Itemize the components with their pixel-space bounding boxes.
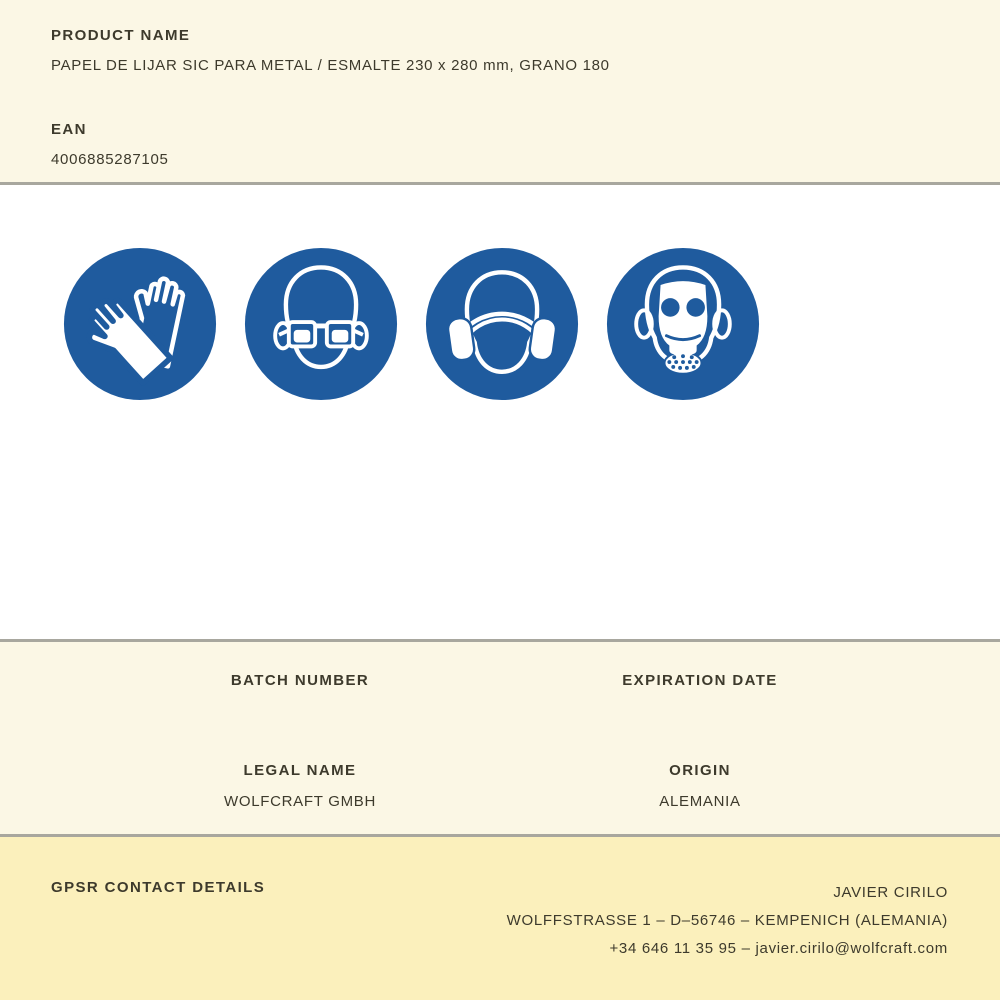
safety-icons-row xyxy=(62,246,1000,402)
product-header-section xyxy=(0,0,1000,185)
product-name-label: PRODUCT NAME xyxy=(51,27,191,44)
info-grid-row-1 xyxy=(100,672,900,689)
contact-address: WOLFFSTRASSE 1 – D–56746 – KEMPENICH (ALEMANIA) xyxy=(506,912,948,929)
ean-value: 4006885287105 xyxy=(51,151,169,168)
gpsr-contact-section xyxy=(0,837,1000,1000)
ean-block xyxy=(51,121,950,168)
safety-icons-section xyxy=(0,185,1000,642)
batch-number-label: BATCH NUMBER xyxy=(230,672,370,689)
legal-name-label: LEGAL NAME xyxy=(243,762,357,779)
legal-name-value: WOLFCRAFT GMBH xyxy=(223,793,377,810)
traceability-section xyxy=(0,642,1000,837)
origin-value: ALEMANIA xyxy=(659,793,741,810)
gpsr-contact-details xyxy=(507,879,948,963)
origin-label: ORIGIN xyxy=(669,762,731,779)
product-name-value: PAPEL DE LIJAR SIC PARA METAL / ESMALTE 230 x 280 mm, GRANO 180 xyxy=(51,57,610,74)
ear-protection-mandatory-icon xyxy=(424,246,580,402)
eye-protection-mandatory-icon xyxy=(243,246,399,402)
gloves-mandatory-icon xyxy=(62,246,218,402)
ean-label: EAN xyxy=(51,121,87,138)
contact-person: JAVIER CIRILO xyxy=(833,884,948,901)
gpsr-contact-heading: GPSR CONTACT DETAILS xyxy=(51,879,266,896)
info-grid-row-2 xyxy=(100,762,900,810)
respirator-mandatory-icon xyxy=(605,246,761,402)
contact-phone-email: +34 646 11 35 95 – javier.cirilo@wolfcraft.com xyxy=(609,940,948,957)
expiration-date-label: EXPIRATION DATE xyxy=(622,672,778,689)
